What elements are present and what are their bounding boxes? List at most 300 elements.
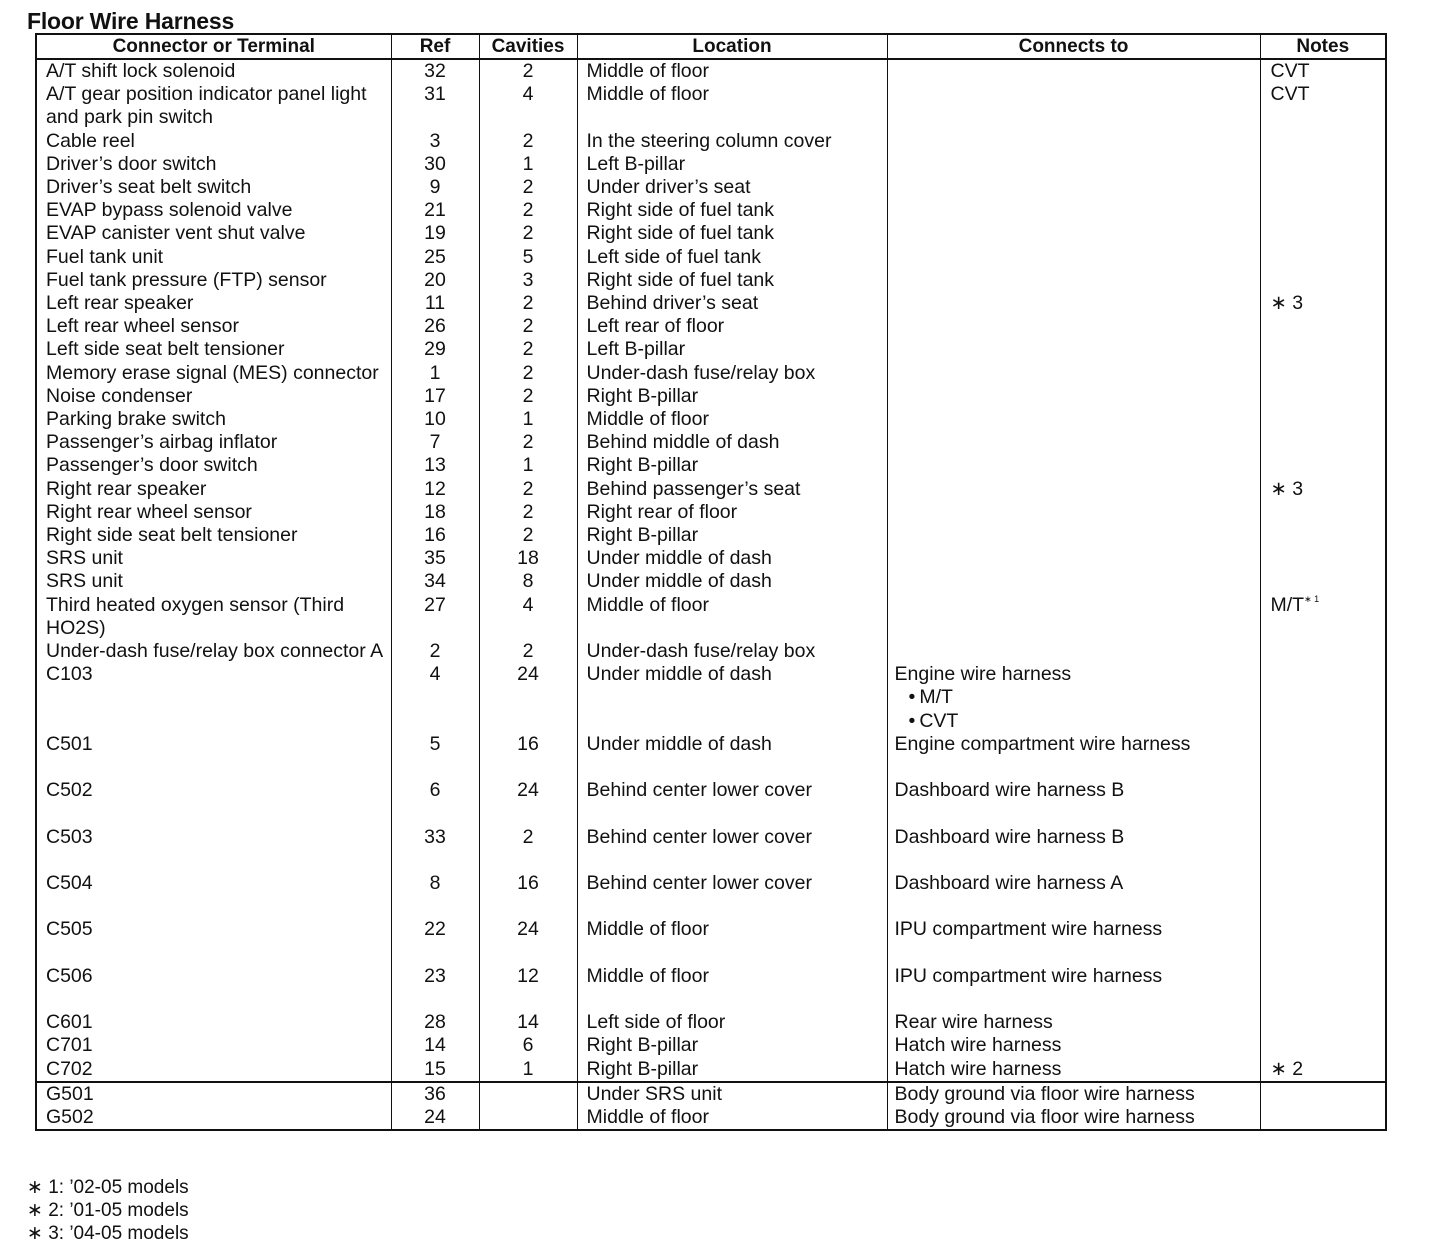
table-row xyxy=(37,1058,1385,1082)
connector-cell-text: C502 xyxy=(46,779,93,802)
connector-cell xyxy=(37,501,391,524)
connector-cell xyxy=(37,454,391,477)
ref-cell-text: 29 xyxy=(424,338,446,361)
notes-cell xyxy=(1260,431,1385,454)
cavities-cell xyxy=(479,965,577,1011)
ref-cell-text: 35 xyxy=(424,547,446,570)
connects-to-cell-text: Engine wire harness xyxy=(894,663,1072,686)
location-cell xyxy=(577,1034,887,1057)
ref-cell-text: 17 xyxy=(424,384,446,407)
connects-to-cell xyxy=(887,501,1260,524)
connector-cell-text: Passenger’s airbag inflator xyxy=(46,431,278,454)
location-cell-text: Left side of fuel tank xyxy=(586,245,762,268)
cavities-cell-text: 3 xyxy=(522,268,534,291)
connects-to-cell xyxy=(887,1058,1260,1082)
location-cell-text: Under middle of dash xyxy=(586,663,772,686)
notes-cell xyxy=(1260,1011,1385,1034)
notes-cell xyxy=(1260,338,1385,361)
location-cell-text: Under middle of dash xyxy=(586,732,772,755)
cavities-cell-text: 2 xyxy=(522,500,534,523)
table-row xyxy=(37,431,1385,454)
cavities-cell-text: 1 xyxy=(522,408,534,431)
header-connects-to: Connects to xyxy=(887,35,1260,59)
location-cell xyxy=(577,1082,887,1106)
ref-cell xyxy=(391,454,479,477)
location-cell-text: Right side of fuel tank xyxy=(586,268,775,291)
footnote: ∗ 2: ’01-05 models xyxy=(27,1200,189,1221)
table-row xyxy=(37,59,1385,83)
cavities-cell-text: 1 xyxy=(522,454,534,477)
cavities-cell xyxy=(479,918,577,964)
cavities-cell xyxy=(479,1011,577,1034)
location-cell xyxy=(577,779,887,825)
connector-cell xyxy=(37,292,391,315)
location-cell-text: Behind passenger’s seat xyxy=(586,477,801,500)
connector-cell xyxy=(37,1034,391,1057)
location-cell xyxy=(577,176,887,199)
cavities-cell-text: 2 xyxy=(522,176,534,199)
location-cell-text: Behind center lower cover xyxy=(586,825,812,848)
ref-cell-text: 23 xyxy=(424,964,446,987)
table-row xyxy=(37,83,1385,129)
connector-cell xyxy=(37,1082,391,1106)
cavities-cell-text: 2 xyxy=(522,640,534,663)
cavities-cell-text: 2 xyxy=(522,292,534,315)
ref-cell-text: 16 xyxy=(424,524,446,547)
connects-to-cell xyxy=(887,431,1260,454)
connects-to-cell xyxy=(887,1011,1260,1034)
connects-to-cell xyxy=(887,594,1260,640)
notes-cell-text: CVT xyxy=(1270,83,1310,106)
ref-cell-text: 6 xyxy=(429,779,441,802)
location-cell xyxy=(577,222,887,245)
cavities-cell-text: 2 xyxy=(522,361,534,384)
connects-to-cell-text: Rear wire harness xyxy=(894,1011,1053,1034)
cavities-cell-text: 2 xyxy=(522,338,534,361)
location-cell-text: Right rear of floor xyxy=(586,500,738,523)
connector-cell-text: Driver’s seat belt switch xyxy=(46,176,252,199)
cavities-cell-text: 24 xyxy=(517,663,539,686)
cavities-cell-text: 2 xyxy=(522,431,534,454)
location-cell xyxy=(577,640,887,663)
connects-to-cell xyxy=(887,385,1260,408)
table-row xyxy=(37,524,1385,547)
connects-to-cell-text: IPU compartment wire harness xyxy=(894,918,1163,941)
notes-cell xyxy=(1260,872,1385,918)
location-cell-text: Under-dash fuse/relay box xyxy=(586,640,816,663)
ref-cell xyxy=(391,1034,479,1057)
notes-cell xyxy=(1260,408,1385,431)
connects-to-cell xyxy=(887,779,1260,825)
location-cell xyxy=(577,570,887,593)
ref-cell-text: 22 xyxy=(424,918,446,941)
cavities-cell xyxy=(479,1082,577,1106)
table-row xyxy=(37,872,1385,918)
table-row xyxy=(37,663,1385,733)
connects-to-cell-text: Dashboard wire harness B xyxy=(894,779,1125,802)
connector-cell-text: C701 xyxy=(46,1034,93,1057)
connects-to-cell xyxy=(887,547,1260,570)
ref-cell xyxy=(391,408,479,431)
footnote: ∗ 3: ’04-05 models xyxy=(27,1223,189,1244)
connector-cell-text: Fuel tank pressure (FTP) sensor xyxy=(46,268,327,291)
location-cell-text: Middle of floor xyxy=(586,964,709,987)
notes-cell-text: ∗ 2 xyxy=(1270,1057,1304,1080)
connector-cell xyxy=(37,408,391,431)
ref-cell-text: 25 xyxy=(424,245,446,268)
connector-cell-text: G501 xyxy=(46,1082,94,1105)
location-cell xyxy=(577,362,887,385)
cavities-cell xyxy=(479,362,577,385)
cavities-cell xyxy=(479,478,577,501)
cavities-cell xyxy=(479,1106,577,1129)
connector-cell xyxy=(37,1058,391,1082)
connector-cell-text: Parking brake switch xyxy=(46,408,226,431)
cavities-cell xyxy=(479,826,577,872)
table-row xyxy=(37,779,1385,825)
notes-cell xyxy=(1260,454,1385,477)
ref-cell xyxy=(391,1082,479,1106)
location-cell-text: Under SRS unit xyxy=(586,1082,722,1105)
connector-cell-text: C504 xyxy=(46,872,93,895)
location-cell-text: Right side of fuel tank xyxy=(586,199,775,222)
ref-cell-text: 33 xyxy=(424,825,446,848)
ref-cell-text: 30 xyxy=(424,152,446,175)
connector-cell xyxy=(37,269,391,292)
cavities-cell-text: 2 xyxy=(522,222,534,245)
connector-cell-text: Memory erase signal (MES) connector xyxy=(46,361,379,384)
connects-to-cell xyxy=(887,524,1260,547)
location-cell-text: Behind middle of dash xyxy=(586,431,780,454)
connects-to-cell-text: Hatch wire harness xyxy=(894,1034,1062,1057)
location-cell xyxy=(577,965,887,1011)
connector-cell-text: EVAP bypass solenoid valve xyxy=(46,199,293,222)
ref-cell xyxy=(391,246,479,269)
connects-to-cell-text: Body ground via floor wire harness xyxy=(894,1082,1195,1105)
location-cell-text: Right B-pillar xyxy=(586,1034,699,1057)
table-row xyxy=(37,733,1385,779)
connects-to-cell xyxy=(887,1106,1260,1129)
ref-cell-text: 1 xyxy=(429,361,441,384)
connector-cell-text: SRS unit xyxy=(46,547,123,570)
connects-to-cell-text: Engine compartment wire harness xyxy=(894,732,1191,755)
cavities-cell xyxy=(479,547,577,570)
location-cell xyxy=(577,269,887,292)
cavities-cell-text: 1 xyxy=(522,1057,534,1080)
cavities-cell xyxy=(479,408,577,431)
location-cell xyxy=(577,663,887,733)
ref-cell-text: 12 xyxy=(424,477,446,500)
location-cell-text: Middle of floor xyxy=(586,1106,709,1129)
connects-to-cell xyxy=(887,733,1260,779)
table-row xyxy=(37,594,1385,640)
cavities-cell xyxy=(479,570,577,593)
location-cell xyxy=(577,594,887,640)
page-title: Floor Wire Harness xyxy=(27,8,235,34)
notes-cell xyxy=(1260,130,1385,153)
table-row xyxy=(37,315,1385,338)
table-row xyxy=(37,826,1385,872)
ref-cell-text: 10 xyxy=(424,408,446,431)
ref-cell xyxy=(391,872,479,918)
notes-cell xyxy=(1260,222,1385,245)
ref-cell xyxy=(391,1106,479,1129)
sub-variant xyxy=(895,686,1254,709)
connector-cell-text: Left side seat belt tensioner xyxy=(46,338,285,361)
ref-cell xyxy=(391,222,479,245)
location-cell-text: Middle of floor xyxy=(586,60,709,82)
table-row xyxy=(37,130,1385,153)
table-row xyxy=(37,222,1385,245)
cavities-cell xyxy=(479,501,577,524)
note-superscript: ∗ 1 xyxy=(1304,593,1320,604)
location-cell-text: Behind center lower cover xyxy=(586,872,812,895)
cavities-cell-text: 24 xyxy=(517,779,539,802)
ref-cell xyxy=(391,83,479,129)
location-cell xyxy=(577,59,887,83)
cavities-cell xyxy=(479,733,577,779)
connector-cell-text: Third heated oxygen sensor (Third HO2S) xyxy=(46,593,345,639)
sub-variant xyxy=(895,710,1254,733)
connects-to-cell xyxy=(887,292,1260,315)
notes-cell xyxy=(1260,59,1385,83)
notes-cell xyxy=(1260,918,1385,964)
connector-cell-text: Noise condenser xyxy=(46,384,193,407)
table-row xyxy=(37,1034,1385,1057)
cavities-cell xyxy=(479,779,577,825)
connector-cell xyxy=(37,222,391,245)
table-body xyxy=(37,59,1385,1129)
table-row xyxy=(37,454,1385,477)
location-cell xyxy=(577,826,887,872)
notes-cell xyxy=(1260,826,1385,872)
cavities-cell xyxy=(479,83,577,129)
harness-table xyxy=(35,33,1387,1131)
cavities-cell xyxy=(479,176,577,199)
cavities-cell-text: 2 xyxy=(522,384,534,407)
ref-cell-text: 13 xyxy=(424,454,446,477)
connector-cell xyxy=(37,826,391,872)
location-cell-text: Right B-pillar xyxy=(586,524,699,547)
location-cell xyxy=(577,246,887,269)
cavities-cell-text: 2 xyxy=(522,129,534,152)
table-row xyxy=(37,176,1385,199)
ref-cell xyxy=(391,779,479,825)
connects-to-cell-text: Dashboard wire harness A xyxy=(894,872,1124,895)
ref-cell-text: 19 xyxy=(424,222,446,245)
table-row xyxy=(37,965,1385,1011)
notes-cell-text: CVT xyxy=(1270,60,1310,82)
location-cell xyxy=(577,431,887,454)
connector-cell-text: Cable reel xyxy=(46,129,135,152)
notes-cell xyxy=(1260,733,1385,779)
connector-cell-text: Right side seat belt tensioner xyxy=(46,524,298,547)
table-row xyxy=(37,501,1385,524)
cavities-cell xyxy=(479,1034,577,1057)
ref-cell-text: 28 xyxy=(424,1011,446,1034)
notes-cell xyxy=(1260,779,1385,825)
ref-cell xyxy=(391,176,479,199)
notes-cell xyxy=(1260,640,1385,663)
ref-cell xyxy=(391,153,479,176)
ref-cell xyxy=(391,431,479,454)
location-cell-text: Left B-pillar xyxy=(586,152,686,175)
cavities-cell xyxy=(479,1058,577,1082)
location-cell xyxy=(577,547,887,570)
table-row xyxy=(37,478,1385,501)
connector-cell-text: Right rear wheel sensor xyxy=(46,500,252,523)
connector-cell-text: Left rear wheel sensor xyxy=(46,315,239,338)
location-cell-text: Under middle of dash xyxy=(586,547,772,570)
location-cell-text: Middle of floor xyxy=(586,83,709,106)
ref-cell-text: 36 xyxy=(424,1082,446,1105)
connector-cell xyxy=(37,478,391,501)
cavities-cell-text: 24 xyxy=(517,918,539,941)
footnote: ∗ 1: ’02-05 models xyxy=(27,1177,189,1198)
notes-cell xyxy=(1260,292,1385,315)
ref-cell xyxy=(391,130,479,153)
ref-cell-text: 4 xyxy=(429,663,441,686)
connector-cell-text: Right rear speaker xyxy=(46,477,207,500)
ref-cell xyxy=(391,663,479,733)
connector-cell xyxy=(37,872,391,918)
connects-to-cell-text: Dashboard wire harness B xyxy=(894,825,1125,848)
cavities-cell-text: 1 xyxy=(522,152,534,175)
connector-cell-text: G502 xyxy=(46,1106,94,1129)
table-row xyxy=(37,269,1385,292)
cavities-cell xyxy=(479,315,577,338)
connects-to-cell xyxy=(887,153,1260,176)
ref-cell-text: 14 xyxy=(424,1034,446,1057)
ref-cell-text: 8 xyxy=(429,872,441,895)
connector-cell xyxy=(37,965,391,1011)
ref-cell-text: 15 xyxy=(424,1057,446,1080)
connects-to-cell xyxy=(887,918,1260,964)
table-row xyxy=(37,1106,1385,1129)
notes-cell xyxy=(1260,1034,1385,1057)
cavities-cell xyxy=(479,640,577,663)
connector-cell xyxy=(37,779,391,825)
connector-cell-text: Left rear speaker xyxy=(46,292,194,315)
ref-cell-text: 24 xyxy=(424,1106,446,1129)
cavities-cell-text: 4 xyxy=(522,593,534,616)
cavities-cell-text: 18 xyxy=(517,547,539,570)
ref-cell xyxy=(391,1011,479,1034)
cavities-cell xyxy=(479,338,577,361)
ref-cell-text: 32 xyxy=(424,60,446,82)
location-cell xyxy=(577,454,887,477)
location-cell-text: In the steering column cover xyxy=(586,129,832,152)
header-notes: Notes xyxy=(1260,35,1385,59)
cavities-cell-text: 4 xyxy=(522,83,534,106)
notes-cell xyxy=(1260,570,1385,593)
ref-cell-text: 34 xyxy=(424,570,446,593)
table-row xyxy=(37,153,1385,176)
notes-cell xyxy=(1260,965,1385,1011)
table-row xyxy=(37,408,1385,431)
connector-cell-text: C501 xyxy=(46,732,93,755)
location-cell xyxy=(577,872,887,918)
ref-cell-text: 2 xyxy=(429,640,441,663)
connector-cell-text: A/T gear position indicator panel light and park pin switch xyxy=(46,83,367,129)
connector-cell-text: Fuel tank unit xyxy=(46,245,164,268)
connector-cell-text: C103 xyxy=(46,663,93,686)
ref-cell-text: 7 xyxy=(429,431,441,454)
notes-cell xyxy=(1260,547,1385,570)
ref-cell-text: 3 xyxy=(429,129,441,152)
location-cell-text: Right B-pillar xyxy=(586,1057,699,1080)
connects-to-cell xyxy=(887,269,1260,292)
connector-cell xyxy=(37,362,391,385)
ref-cell xyxy=(391,640,479,663)
ref-cell-text: 5 xyxy=(429,732,441,755)
notes-cell xyxy=(1260,1058,1385,1082)
notes-cell xyxy=(1260,478,1385,501)
cavities-cell xyxy=(479,246,577,269)
connects-to-cell xyxy=(887,408,1260,431)
connects-to-cell xyxy=(887,872,1260,918)
location-cell xyxy=(577,524,887,547)
notes-cell xyxy=(1260,176,1385,199)
cavities-cell-text: 12 xyxy=(517,964,539,987)
connects-to-cell xyxy=(887,199,1260,222)
location-cell xyxy=(577,478,887,501)
sub-variant-label: CVT xyxy=(919,709,959,732)
table-row xyxy=(37,1082,1385,1106)
connector-cell-text: Passenger’s door switch xyxy=(46,454,258,477)
connects-to-cell xyxy=(887,965,1260,1011)
ref-cell xyxy=(391,1058,479,1082)
connector-cell-text: Driver’s door switch xyxy=(46,152,217,175)
connector-cell-text: EVAP canister vent shut valve xyxy=(46,222,306,245)
connects-to-cell xyxy=(887,570,1260,593)
notes-cell-text: ∗ 3 xyxy=(1270,292,1304,315)
location-cell xyxy=(577,130,887,153)
table-row xyxy=(37,640,1385,663)
table-header-row xyxy=(37,35,1385,59)
connects-to-cell xyxy=(887,478,1260,501)
cavities-cell xyxy=(479,292,577,315)
location-cell xyxy=(577,501,887,524)
location-cell-text: Middle of floor xyxy=(586,918,709,941)
connects-to-cell xyxy=(887,1082,1260,1106)
connects-to-cell xyxy=(887,130,1260,153)
connects-to-cell xyxy=(887,454,1260,477)
location-cell-text: Behind driver’s seat xyxy=(586,292,759,315)
ref-cell xyxy=(391,965,479,1011)
connects-to-cell xyxy=(887,663,1260,733)
cavities-cell xyxy=(479,872,577,918)
location-cell-text: Left B-pillar xyxy=(586,338,686,361)
ref-cell xyxy=(391,385,479,408)
ref-cell xyxy=(391,733,479,779)
notes-cell-text: M/T xyxy=(1270,593,1305,616)
connector-cell xyxy=(37,176,391,199)
connector-cell xyxy=(37,524,391,547)
ref-cell-text: 27 xyxy=(424,593,446,616)
location-cell xyxy=(577,153,887,176)
notes-cell xyxy=(1260,594,1385,640)
cavities-cell xyxy=(479,594,577,640)
table-row xyxy=(37,338,1385,361)
location-cell xyxy=(577,1106,887,1129)
cavities-cell-text: 2 xyxy=(522,825,534,848)
header-connector: Connector or Terminal xyxy=(37,35,391,59)
connects-to-cell xyxy=(887,176,1260,199)
sub-variant-label: M/T xyxy=(919,686,953,709)
cavities-cell-text: 2 xyxy=(522,60,534,82)
connector-cell-text: C505 xyxy=(46,918,93,941)
